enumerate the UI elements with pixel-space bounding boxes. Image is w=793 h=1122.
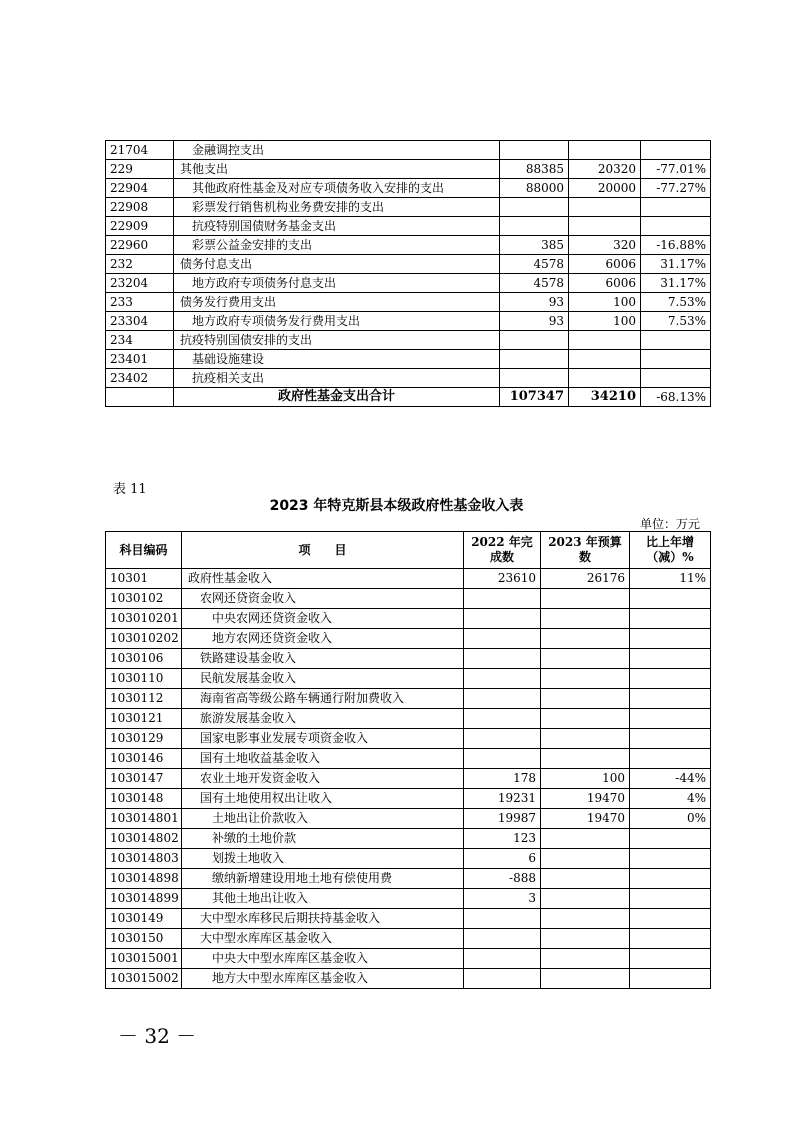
table-title: 2023 年特克斯县本级政府性基金收入表 xyxy=(269,498,524,514)
table-row xyxy=(106,809,711,829)
table-row xyxy=(106,589,711,609)
table-row xyxy=(106,689,711,709)
item-cell: 金融调控支出 xyxy=(174,141,500,160)
change-cell: -77.27% xyxy=(641,179,711,198)
code-cell: 1030148 xyxy=(106,789,182,809)
change-cell xyxy=(630,709,711,729)
table-row xyxy=(106,729,711,749)
value-cell xyxy=(500,350,569,369)
change-cell xyxy=(641,331,711,350)
item-cell: 海南省高等级公路车辆通行附加费收入 xyxy=(182,689,464,709)
code-cell: 103014801 xyxy=(106,809,182,829)
value-cell: -888 xyxy=(464,869,541,889)
value-cell xyxy=(464,709,541,729)
change-cell: 11% xyxy=(630,569,711,589)
item-cell: 土地出让价款收入 xyxy=(182,809,464,829)
code-cell: 229 xyxy=(106,160,174,179)
table-row xyxy=(106,969,711,989)
code-cell: 1030146 xyxy=(106,749,182,769)
change-cell xyxy=(630,589,711,609)
item-cell: 地方农网还贷资金收入 xyxy=(182,629,464,649)
code-cell: 103014898 xyxy=(106,869,182,889)
value-cell xyxy=(541,949,630,969)
value-cell xyxy=(569,198,641,217)
revenue-table-body xyxy=(106,569,711,989)
value-cell xyxy=(464,689,541,709)
table-row xyxy=(106,949,711,969)
value-cell: 6006 xyxy=(569,255,641,274)
change-cell xyxy=(630,729,711,749)
change-cell: 4% xyxy=(630,789,711,809)
change-cell: -44% xyxy=(630,769,711,789)
code-cell: 234 xyxy=(106,331,174,350)
item-cell: 抗疫特别国债安排的支出 xyxy=(174,331,500,350)
code-cell: 103014899 xyxy=(106,889,182,909)
item-cell: 地方大中型水库库区基金收入 xyxy=(182,969,464,989)
header-item: 项 目 xyxy=(182,532,464,569)
item-cell: 债务发行费用支出 xyxy=(174,293,500,312)
value-cell xyxy=(500,331,569,350)
item-cell: 大中型水库库区基金收入 xyxy=(182,929,464,949)
item-cell: 补缴的土地价款 xyxy=(182,829,464,849)
revenue-table xyxy=(105,531,711,989)
code-cell: 103010202 xyxy=(106,629,182,649)
code-cell: 1030147 xyxy=(106,769,182,789)
value-cell: 88000 xyxy=(500,179,569,198)
item-cell: 农网还贷资金收入 xyxy=(182,589,464,609)
table-row xyxy=(106,179,711,198)
table-row xyxy=(106,236,711,255)
value-cell xyxy=(541,629,630,649)
value-cell xyxy=(464,649,541,669)
value-cell xyxy=(464,609,541,629)
change-cell: -77.01% xyxy=(641,160,711,179)
value-cell xyxy=(541,869,630,889)
change-cell xyxy=(630,849,711,869)
change-cell xyxy=(630,689,711,709)
change-cell xyxy=(630,909,711,929)
table-row xyxy=(106,312,711,331)
value-cell xyxy=(541,689,630,709)
code-cell xyxy=(106,388,174,407)
change-cell: -16.88% xyxy=(641,236,711,255)
code-cell: 103010201 xyxy=(106,609,182,629)
value-cell xyxy=(541,929,630,949)
code-cell: 22909 xyxy=(106,217,174,236)
total-2023: 34210 xyxy=(569,388,641,407)
item-cell: 民航发展基金收入 xyxy=(182,669,464,689)
total-label: 政府性基金支出合计 xyxy=(174,388,500,407)
item-cell: 其他支出 xyxy=(174,160,500,179)
code-cell: 1030149 xyxy=(106,909,182,929)
table-row xyxy=(106,255,711,274)
value-cell xyxy=(464,629,541,649)
value-cell: 4578 xyxy=(500,274,569,293)
item-cell: 中央农网还贷资金收入 xyxy=(182,609,464,629)
change-cell xyxy=(630,649,711,669)
value-cell: 4578 xyxy=(500,255,569,274)
total-2022: 107347 xyxy=(500,388,569,407)
table-row xyxy=(106,331,711,350)
value-cell: 23610 xyxy=(464,569,541,589)
item-cell: 划拨土地收入 xyxy=(182,849,464,869)
table-row xyxy=(106,889,711,909)
value-cell: 19231 xyxy=(464,789,541,809)
code-cell: 22904 xyxy=(106,179,174,198)
change-cell: 31.17% xyxy=(641,274,711,293)
table-row xyxy=(106,869,711,889)
item-cell: 彩票发行销售机构业务费安排的支出 xyxy=(174,198,500,217)
change-cell: 7.53% xyxy=(641,312,711,331)
value-cell xyxy=(464,949,541,969)
value-cell xyxy=(500,369,569,388)
value-cell: 19987 xyxy=(464,809,541,829)
code-cell: 1030106 xyxy=(106,649,182,669)
code-cell: 233 xyxy=(106,293,174,312)
table-header-row xyxy=(106,532,711,569)
code-cell: 23402 xyxy=(106,369,174,388)
value-cell xyxy=(541,849,630,869)
table-row xyxy=(106,293,711,312)
value-cell: 320 xyxy=(569,236,641,255)
value-cell: 88385 xyxy=(500,160,569,179)
table-row xyxy=(106,929,711,949)
value-cell xyxy=(569,331,641,350)
value-cell xyxy=(464,749,541,769)
table-row xyxy=(106,274,711,293)
change-cell xyxy=(641,198,711,217)
item-cell: 其他政府性基金及对应专项债务收入安排的支出 xyxy=(174,179,500,198)
change-cell xyxy=(641,350,711,369)
value-cell: 100 xyxy=(569,293,641,312)
value-cell xyxy=(541,829,630,849)
table-row xyxy=(106,160,711,179)
value-cell xyxy=(541,709,630,729)
code-cell: 232 xyxy=(106,255,174,274)
change-cell: 7.53% xyxy=(641,293,711,312)
value-cell xyxy=(541,729,630,749)
table-row xyxy=(106,141,711,160)
unit-label: 单位：万元 xyxy=(640,517,701,531)
value-cell xyxy=(541,609,630,629)
value-cell: 20320 xyxy=(569,160,641,179)
total-change: -68.13% xyxy=(641,388,711,407)
value-cell xyxy=(541,749,630,769)
table-row xyxy=(106,769,711,789)
value-cell: 100 xyxy=(569,312,641,331)
item-cell: 其他土地出让收入 xyxy=(182,889,464,909)
value-cell: 20000 xyxy=(569,179,641,198)
table-row xyxy=(106,217,711,236)
item-cell: 债务付息支出 xyxy=(174,255,500,274)
table-label: 表 11 xyxy=(113,482,147,497)
change-cell xyxy=(630,749,711,769)
page-number: － 32 － xyxy=(118,1024,197,1048)
value-cell xyxy=(569,141,641,160)
change-cell xyxy=(641,217,711,236)
value-cell: 6006 xyxy=(569,274,641,293)
table-row xyxy=(106,649,711,669)
code-cell: 23401 xyxy=(106,350,174,369)
change-cell xyxy=(630,949,711,969)
value-cell xyxy=(464,909,541,929)
item-cell: 缴纳新增建设用地土地有偿使用费 xyxy=(182,869,464,889)
value-cell: 385 xyxy=(500,236,569,255)
expenditure-table-body xyxy=(106,141,711,407)
value-cell: 178 xyxy=(464,769,541,789)
code-cell: 1030112 xyxy=(106,689,182,709)
value-cell xyxy=(569,217,641,236)
code-cell: 1030129 xyxy=(106,729,182,749)
table-row xyxy=(106,709,711,729)
value-cell: 6 xyxy=(464,849,541,869)
change-cell xyxy=(630,969,711,989)
code-cell: 103014802 xyxy=(106,829,182,849)
code-cell: 1030150 xyxy=(106,929,182,949)
value-cell xyxy=(541,889,630,909)
item-cell: 国家电影事业发展专项资金收入 xyxy=(182,729,464,749)
table-row xyxy=(106,569,711,589)
value-cell xyxy=(500,198,569,217)
code-cell: 103015001 xyxy=(106,949,182,969)
change-cell xyxy=(630,889,711,909)
code-cell: 1030110 xyxy=(106,669,182,689)
value-cell xyxy=(500,141,569,160)
header-code: 科目编码 xyxy=(106,532,182,569)
item-cell: 地方政府专项债务发行费用支出 xyxy=(174,312,500,331)
expenditure-table xyxy=(105,140,711,407)
code-cell: 23204 xyxy=(106,274,174,293)
table-row xyxy=(106,789,711,809)
item-cell: 国有土地使用权出让收入 xyxy=(182,789,464,809)
header-2023: 2023 年预算数 xyxy=(541,532,630,569)
value-cell xyxy=(464,669,541,689)
table-row xyxy=(106,350,711,369)
table-row xyxy=(106,369,711,388)
table-row xyxy=(106,829,711,849)
value-cell xyxy=(541,669,630,689)
table-row xyxy=(106,198,711,217)
table-row xyxy=(106,909,711,929)
value-cell xyxy=(464,729,541,749)
value-cell: 26176 xyxy=(541,569,630,589)
code-cell: 10301 xyxy=(106,569,182,589)
change-cell xyxy=(630,609,711,629)
table-row xyxy=(106,609,711,629)
change-cell xyxy=(641,141,711,160)
value-cell: 100 xyxy=(541,769,630,789)
item-cell: 铁路建设基金收入 xyxy=(182,649,464,669)
code-cell: 23304 xyxy=(106,312,174,331)
value-cell: 3 xyxy=(464,889,541,909)
table-row xyxy=(106,849,711,869)
code-cell: 22908 xyxy=(106,198,174,217)
item-cell: 地方政府专项债务付息支出 xyxy=(174,274,500,293)
item-cell: 国有土地收益基金收入 xyxy=(182,749,464,769)
value-cell xyxy=(541,589,630,609)
code-cell: 1030102 xyxy=(106,589,182,609)
code-cell: 21704 xyxy=(106,141,174,160)
header-2022: 2022 年完成数 xyxy=(464,532,541,569)
value-cell xyxy=(464,929,541,949)
value-cell xyxy=(464,969,541,989)
value-cell: 123 xyxy=(464,829,541,849)
value-cell xyxy=(569,369,641,388)
value-cell xyxy=(500,217,569,236)
item-cell: 旅游发展基金收入 xyxy=(182,709,464,729)
item-cell: 抗疫特别国债财务基金支出 xyxy=(174,217,500,236)
value-cell: 93 xyxy=(500,312,569,331)
table-row xyxy=(106,669,711,689)
value-cell: 19470 xyxy=(541,789,630,809)
header-change: 比上年增（减）% xyxy=(630,532,711,569)
change-cell xyxy=(630,669,711,689)
item-cell: 大中型水库移民后期扶持基金收入 xyxy=(182,909,464,929)
item-cell: 政府性基金收入 xyxy=(182,569,464,589)
value-cell xyxy=(569,350,641,369)
table-row xyxy=(106,629,711,649)
value-cell: 19470 xyxy=(541,809,630,829)
item-cell: 基础设施建设 xyxy=(174,350,500,369)
item-cell: 彩票公益金安排的支出 xyxy=(174,236,500,255)
code-cell: 103015002 xyxy=(106,969,182,989)
change-cell xyxy=(630,869,711,889)
value-cell xyxy=(541,969,630,989)
item-cell: 抗疫相关支出 xyxy=(174,369,500,388)
item-cell: 中央大中型水库库区基金收入 xyxy=(182,949,464,969)
change-cell xyxy=(630,629,711,649)
total-row xyxy=(106,388,711,407)
value-cell xyxy=(464,589,541,609)
change-cell xyxy=(630,929,711,949)
code-cell: 22960 xyxy=(106,236,174,255)
code-cell: 103014803 xyxy=(106,849,182,869)
change-cell xyxy=(641,369,711,388)
item-cell: 农业土地开发资金收入 xyxy=(182,769,464,789)
code-cell: 1030121 xyxy=(106,709,182,729)
value-cell xyxy=(541,909,630,929)
table-row xyxy=(106,749,711,769)
change-cell: 31.17% xyxy=(641,255,711,274)
value-cell: 93 xyxy=(500,293,569,312)
change-cell: 0% xyxy=(630,809,711,829)
change-cell xyxy=(630,829,711,849)
value-cell xyxy=(541,649,630,669)
